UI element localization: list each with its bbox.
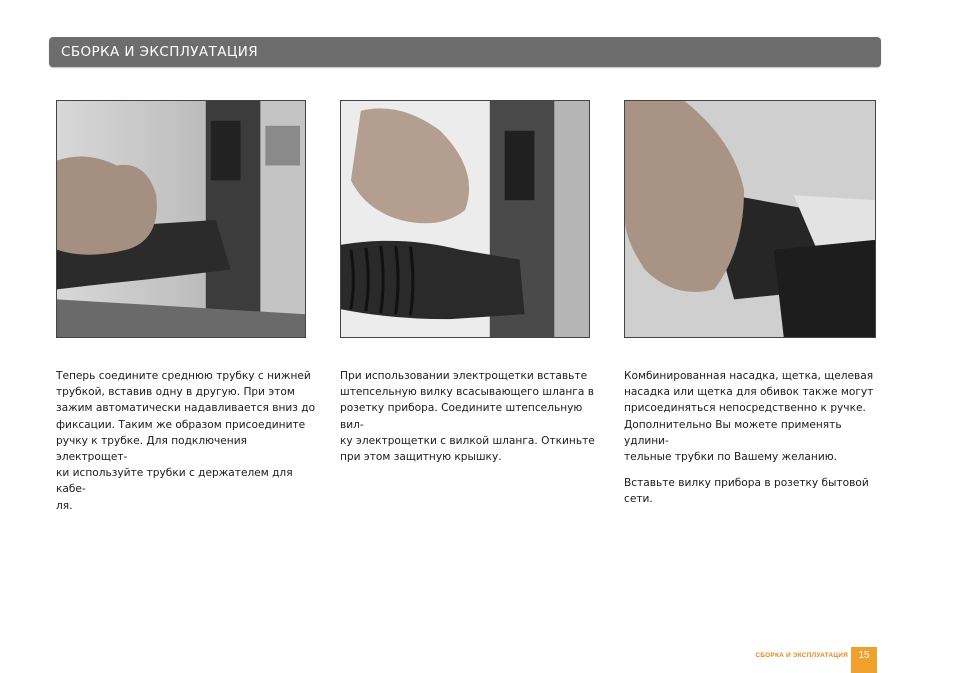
column-3-paragraph-1: Комбинированная насадка, щетка, щелевая насадка или щетка для обивок также могут присоединяться непосредственно к ручке. Дополнительно Вы можете применять удлини- тельные трубки по Вашему желанию. (624, 370, 874, 464)
column-2-text (340, 368, 600, 475)
column-1-paragraph-1: Теперь соедините среднюю трубку с нижней трубкой, вставив одну в другую. При этом зажим автоматически надавливается вниз до фиксации. Таким же образом присоедините ручку к трубке. Для подключения электрощет- ки используйте трубки с держателем для кабе- ля. (56, 370, 316, 512)
column-3-text (624, 368, 884, 518)
column-3-paragraph-2: Вставьте вилку прибора в розетку бытовой сети. (624, 477, 869, 506)
footer-section-label: СБОРКА И ЭКСПЛУАТАЦИЯ (755, 652, 848, 659)
photo-nozzle-handle (624, 100, 876, 338)
column-1-text (56, 368, 316, 524)
column-2-paragraph-1: При использовании электрощетки вставьте штепсельную вилку всасывающего шланга в розетку прибора. Соедините штепсельную вил- ку электрощетки с вилкой шланга. Откиньте при этом защитную крышку. (340, 370, 595, 464)
photo-tube-connection (56, 100, 306, 338)
photo-plug-socket (340, 100, 590, 338)
page-number: 15 (851, 647, 877, 673)
section-header-bar (49, 37, 881, 67)
section-title: СБОРКА И ЭКСПЛУАТАЦИЯ (61, 44, 258, 60)
